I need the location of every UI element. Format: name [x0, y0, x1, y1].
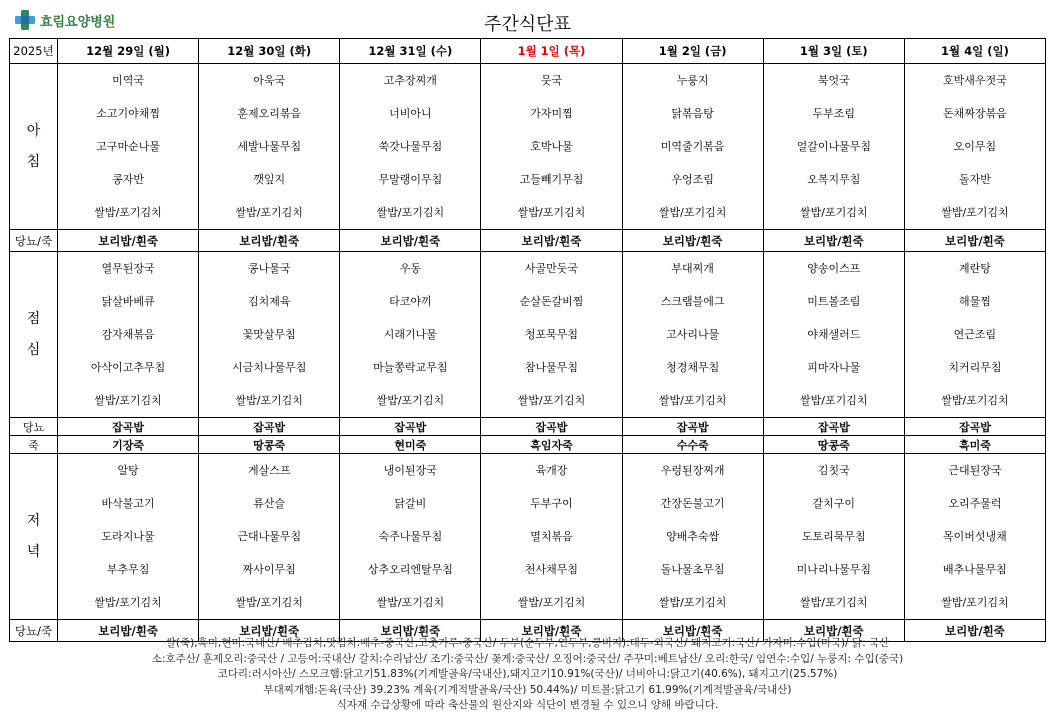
dish-item: 미역줄기볶음	[660, 140, 725, 153]
breakfast-day-cell	[199, 64, 340, 230]
dish-item: 청경채무침	[666, 361, 720, 374]
dish-item: 바삭불고기	[101, 497, 155, 510]
dinner-diet-value: 보리밥/흰죽	[58, 620, 199, 642]
dish-item: 얼갈이나물무침	[796, 140, 871, 153]
lunch-row	[10, 252, 1046, 418]
notice-line: 쌀(죽),흑미,현미:국내산/ 배추김치,맛김치:배추-중국산,고춧가루-중국산/ 두부(순두부,연두부,콩비지):대두-외국산/ 돼지고기:국산/ 가자미:수입(미국)/ 닭: 국산	[165, 637, 890, 649]
lunch-porridge-row	[10, 436, 1046, 454]
dish-item: 우엉조림	[671, 173, 714, 186]
dinner-day-cell	[481, 454, 622, 620]
dish-item: 쌀밥/포기김치	[235, 596, 303, 609]
dish-item: 오리주물럭	[948, 497, 1002, 510]
dish-item: 돌나물초무침	[660, 563, 725, 576]
dish-item: 간장돈불고기	[660, 497, 725, 510]
dish-item: 쌀밥/포기김치	[941, 206, 1009, 219]
breakfast-day-cell	[622, 64, 763, 230]
dish-item: 연근조림	[953, 328, 997, 341]
lunch-diabetic-value: 잡곡밥	[199, 418, 340, 436]
dish-item: 돌자반	[958, 173, 991, 186]
year-label: 2025년	[10, 39, 58, 64]
dish-item: 상추오리엔탈무침	[367, 563, 453, 576]
breakfast-diet-value: 보리밥/흰죽	[904, 230, 1045, 252]
hospital-name: 효림요양병원	[40, 14, 116, 30]
day-header: 12월 30일 (화)	[199, 39, 340, 64]
lunch-day-cell	[58, 252, 199, 418]
dish-item: 쌀밥/포기김치	[800, 394, 868, 407]
dish-item: 아욱국	[253, 74, 286, 87]
dinner-day-cell	[763, 454, 904, 620]
dish-item: 알탕	[117, 464, 139, 477]
dish-item: 근대된장국	[948, 464, 1002, 477]
breakfast-diet-value: 보리밥/흰죽	[340, 230, 481, 252]
dish-item: 두부조림	[812, 107, 856, 120]
dinner-day-cell	[58, 454, 199, 620]
lunch-day-cell	[340, 252, 481, 418]
lunch-diabetic-value: 잡곡밥	[481, 418, 622, 436]
dinner-row	[10, 454, 1046, 620]
lunch-day-cell	[622, 252, 763, 418]
dish-item: 닭갈비	[394, 497, 427, 510]
breakfast-diet-value: 보리밥/흰죽	[481, 230, 622, 252]
breakfast-label-char: 아	[26, 122, 41, 139]
dish-item: 고추장찌개	[383, 74, 437, 87]
lunch-day-cell	[199, 252, 340, 418]
lunch-porridge-value: 땅콩죽	[199, 436, 340, 454]
dish-item: 고들빼기무침	[519, 173, 584, 186]
dish-item: 쌀밥/포기김치	[94, 394, 162, 407]
dish-item: 도토리묵무침	[801, 530, 866, 543]
lunch-porridge-value: 기장죽	[58, 436, 199, 454]
origin-notice	[0, 636, 1055, 714]
lunch-day-cell	[481, 252, 622, 418]
dish-item: 쌀밥/포기김치	[376, 394, 445, 407]
dish-item: 쌀밥/포기김치	[658, 596, 727, 609]
dish-item: 근대나물무침	[237, 530, 302, 543]
dish-item: 우동	[399, 262, 421, 275]
dish-item: 쌀밥/포기김치	[517, 596, 586, 609]
dish-item: 짜사이무침	[242, 563, 296, 576]
lunch-diabetic-value: 잡곡밥	[340, 418, 481, 436]
breakfast-diet-value: 보리밥/흰죽	[199, 230, 340, 252]
dinner-day-cell	[904, 454, 1045, 620]
dish-item: 쌀밥/포기김치	[235, 206, 303, 219]
lunch-porridge-value: 흑미죽	[904, 436, 1045, 454]
dish-item: 쑥갓나물무침	[378, 140, 443, 153]
day-header: 1월 4일 (일)	[904, 39, 1045, 64]
dish-item: 야채샐러드	[807, 328, 861, 341]
dish-item: 쌀밥/포기김치	[800, 206, 868, 219]
breakfast-diet-label: 당뇨/죽	[10, 230, 58, 252]
dish-item: 가자미찜	[530, 107, 573, 120]
dinner-diet-value: 보리밥/흰죽	[622, 620, 763, 642]
dish-item: 호박새우젓국	[943, 74, 1007, 87]
weekly-menu-table	[9, 38, 1046, 642]
dinner-diet-value: 보리밥/흰죽	[340, 620, 481, 642]
dish-item: 김칫국	[817, 464, 850, 477]
dish-item: 쌀밥/포기김치	[376, 206, 445, 219]
dish-item: 쌀밥/포기김치	[94, 596, 162, 609]
dish-item: 멸치볶음	[530, 530, 573, 543]
day-header: 1월 2일 (금)	[622, 39, 763, 64]
day-header: 1월 3일 (토)	[763, 39, 904, 64]
dinner-diet-label: 당뇨/죽	[10, 620, 58, 642]
dish-item: 부대찌개	[671, 262, 714, 275]
dinner-label-char: 저	[26, 512, 41, 529]
lunch-day-cell	[904, 252, 1045, 418]
breakfast-diet-value: 보리밥/흰죽	[58, 230, 199, 252]
dish-item: 도라지나물	[101, 530, 155, 543]
day-header: 12월 29일 (월)	[58, 39, 199, 64]
lunch-diabetic-value: 잡곡밥	[904, 418, 1045, 436]
day-header: 1월 1일 (목)	[481, 39, 622, 64]
dinner-day-cell	[622, 454, 763, 620]
lunch-porridge-value: 수수죽	[622, 436, 763, 454]
dish-item: 배추나물무침	[943, 563, 1007, 576]
breakfast-day-cell	[904, 64, 1045, 230]
dish-item: 쌀밥/포기김치	[941, 394, 1009, 407]
dish-item: 미트볼조림	[807, 295, 861, 308]
dish-item: 게살스프	[247, 464, 291, 477]
dish-item: 해물찜	[958, 295, 991, 308]
dish-item: 아삭이고추무침	[90, 361, 166, 374]
dish-item: 스크램블에그	[660, 295, 725, 308]
dish-item: 감자채볶음	[101, 328, 155, 341]
lunch-diabetic-value: 잡곡밥	[763, 418, 904, 436]
dish-item: 소고기야채찜	[96, 107, 160, 120]
dinner-label	[10, 454, 58, 620]
dinner-diet-value: 보리밥/흰죽	[763, 620, 904, 642]
dish-item: 열무된장국	[101, 262, 155, 275]
dish-item: 북엇국	[817, 74, 850, 87]
dish-item: 미역국	[112, 74, 145, 87]
dish-item: 타코야끼	[389, 295, 432, 308]
dish-item: 쌀밥/포기김치	[517, 394, 586, 407]
lunch-label-char: 점	[26, 310, 41, 327]
dish-item: 훈제오리볶음	[237, 107, 302, 120]
dish-item: 호박나물	[530, 140, 573, 153]
dish-item: 고구마순나물	[96, 140, 160, 153]
lunch-label	[10, 252, 58, 418]
dish-item: 쌀밥/포기김치	[376, 596, 445, 609]
lunch-day-cell	[763, 252, 904, 418]
dinner-diet-value: 보리밥/흰죽	[481, 620, 622, 642]
dish-item: 쌀밥/포기김치	[658, 394, 727, 407]
lunch-diabetic-row	[10, 418, 1046, 436]
notice-line: 부대찌개햄:돈육(국산) 39.23% 계육(기계적발골육/국산) 50.44%)/ 미트볼:닭고기 61.99%(기계적발골육/국내산)	[263, 683, 792, 696]
dish-item: 치커리무침	[948, 361, 1002, 374]
dish-item: 너비아니	[389, 107, 432, 120]
lunch-porridge-value: 땅콩죽	[763, 436, 904, 454]
page-title: 주간식단표	[484, 14, 571, 35]
dish-item: 류산슬	[253, 497, 286, 510]
dish-item: 부추무침	[106, 563, 150, 576]
dish-item: 냉이된장국	[383, 464, 437, 477]
dish-item: 돈채짜장볶음	[943, 107, 1007, 120]
lunch-porridge-value: 흑임자죽	[481, 436, 622, 454]
dish-item: 시래기나물	[383, 328, 437, 341]
breakfast-label	[10, 64, 58, 230]
dish-item: 피마자나물	[807, 361, 861, 374]
dish-item: 마늘쫑락교무침	[373, 361, 448, 374]
breakfast-row	[10, 64, 1046, 230]
dish-item: 무말랭이무침	[378, 173, 443, 186]
notice-line: 코다리:러시아산/ 스모크햄:닭고기51.83%(기계발골육/국내산),돼지고기10.91%(국산)/ 너비아니:닭고기(40.6%), 돼지고기(25.57%)	[217, 668, 838, 680]
dish-item: 계란탕	[958, 262, 991, 275]
breakfast-diet-row	[10, 230, 1046, 252]
dish-item: 참나물무침	[524, 361, 579, 374]
notice-line: 소:호주산/ 훈제오리:중국산 / 고등어:국내산/ 갈치:수리남산/ 조기:중국산/ 꽃게:중국산/ 오징어:중국산/ 주꾸미:베트남산/ 오리:한국/ 임연수:수입/ 누룽지: 수입(중국)	[151, 652, 904, 665]
lunch-diabetic-label: 당뇨	[10, 418, 58, 436]
lunch-porridge-label: 죽	[10, 436, 58, 454]
lunch-porridge-value: 현미죽	[340, 436, 481, 454]
dish-item: 청포묵무침	[524, 328, 579, 341]
dish-item: 순살돈갈비찜	[519, 295, 584, 308]
dish-item: 쌀밥/포기김치	[235, 394, 303, 407]
dish-item: 콩나물국	[247, 262, 291, 275]
dish-item: 세발나물무침	[237, 140, 302, 153]
dish-item: 김치제육	[247, 295, 291, 308]
dish-item: 목이버섯냉채	[943, 530, 1007, 543]
header-row	[10, 39, 1046, 64]
breakfast-day-cell	[481, 64, 622, 230]
breakfast-diet-value: 보리밥/흰죽	[622, 230, 763, 252]
lunch-diabetic-value: 잡곡밥	[58, 418, 199, 436]
dish-item: 육개장	[535, 464, 568, 477]
lunch-diabetic-value: 잡곡밥	[622, 418, 763, 436]
dish-item: 숙주나물무침	[378, 530, 443, 543]
dish-item: 고사리나물	[666, 328, 720, 341]
dish-item: 우렁된장찌개	[660, 464, 725, 477]
breakfast-label-char: 침	[26, 153, 41, 170]
breakfast-diet-value: 보리밥/흰죽	[763, 230, 904, 252]
breakfast-day-cell	[58, 64, 199, 230]
dish-item: 깻잎지	[253, 173, 286, 186]
dish-item: 누룽지	[676, 74, 709, 87]
dish-item: 쌀밥/포기김치	[800, 596, 868, 609]
breakfast-day-cell	[763, 64, 904, 230]
day-header: 12월 31일 (수)	[340, 39, 481, 64]
dish-item: 천사채무침	[524, 563, 579, 576]
dish-item: 사골만둣국	[524, 262, 579, 275]
dish-item: 양송이스프	[807, 262, 861, 275]
dish-item: 두부구이	[530, 497, 573, 510]
dish-item: 쌀밥/포기김치	[658, 206, 727, 219]
dish-item: 갈치구이	[812, 497, 856, 510]
lunch-label-char: 심	[26, 341, 41, 358]
notice-line: 식자재 수급상황에 따라 축산물의 원산지와 식단이 변경될 수 있으니 양해 바랍니다.	[336, 699, 719, 711]
dish-item: 뭇국	[540, 74, 563, 87]
dish-item: 오복지무침	[807, 173, 861, 186]
dish-item: 닭볶음탕	[671, 107, 714, 120]
dinner-day-cell	[340, 454, 481, 620]
dish-item: 쌀밥/포기김치	[517, 206, 586, 219]
breakfast-day-cell	[340, 64, 481, 230]
dish-item: 닭살바베큐	[101, 295, 155, 308]
dinner-diet-value: 보리밥/흰죽	[199, 620, 340, 642]
dinner-day-cell	[199, 454, 340, 620]
dinner-label-char: 녁	[26, 543, 41, 560]
dish-item: 오이무침	[953, 140, 997, 153]
dinner-diet-value: 보리밥/흰죽	[904, 620, 1045, 642]
dish-item: 꽃맛살무침	[242, 328, 296, 341]
dish-item: 쌀밥/포기김치	[94, 206, 162, 219]
dish-item: 양배추숙쌈	[666, 530, 720, 543]
dish-item: 콩자반	[112, 173, 145, 186]
dish-item: 쌀밥/포기김치	[941, 596, 1009, 609]
dish-item: 시금치나물무침	[232, 361, 307, 374]
dish-item: 미나리나물무침	[796, 563, 871, 576]
